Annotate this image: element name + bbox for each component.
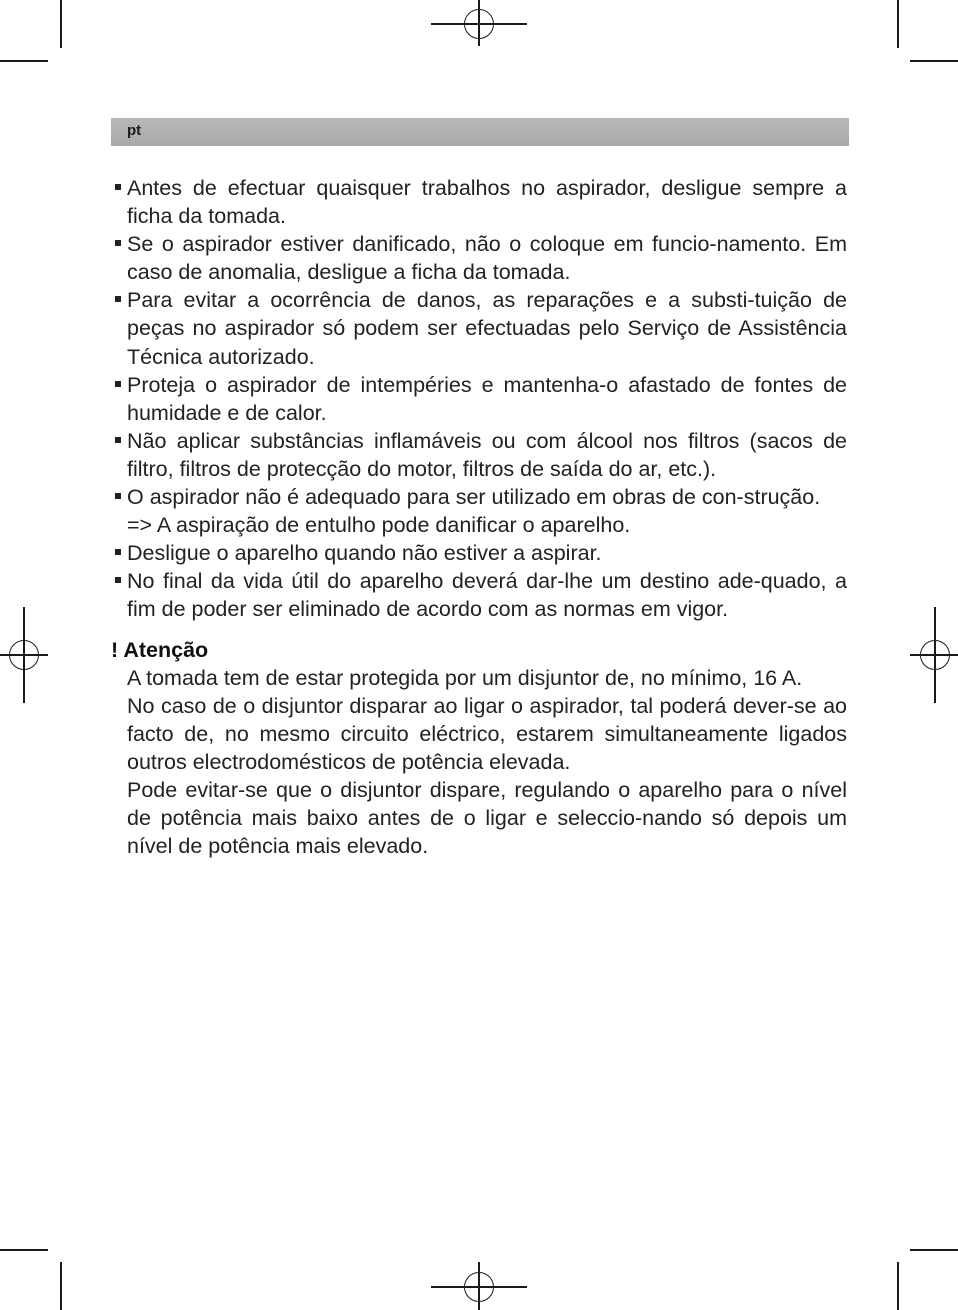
list-item <box>111 174 847 230</box>
crop-mark-bottom-right-v <box>897 1262 899 1310</box>
crop-mark-top-left-v <box>60 0 62 48</box>
list-item <box>111 427 847 483</box>
list-item-text: O aspirador não é adequado para ser utilizado em obras de con-strução. <box>127 485 821 510</box>
crop-mark-top-right-v <box>897 0 899 48</box>
registration-line-v <box>478 0 480 46</box>
registration-line-v <box>934 607 936 703</box>
language-code: pt <box>127 122 142 139</box>
registration-line-v <box>23 607 25 703</box>
page-content <box>111 174 847 860</box>
note-text: => A aspiração de entulho pode danificar o aparelho. <box>127 513 631 538</box>
list-item-text: Se o aspirador estiver danificado, não o coloque em funcio-namento. Em caso de anomalia, desligue a ficha da tomada. <box>127 232 847 285</box>
bullet-icon <box>115 184 121 190</box>
list-item <box>111 371 847 427</box>
list-item-text: Antes de efectuar quaisquer trabalhos no aspirador, desligue sempre a ficha da tomada. <box>127 176 847 229</box>
bullet-icon <box>115 437 121 443</box>
list-item <box>111 567 847 623</box>
bullet-icon <box>115 240 121 246</box>
list-item-text: Desligue o aparelho quando não estiver a aspirar. <box>127 541 602 566</box>
list-item <box>111 286 847 370</box>
crop-mark-top-left-h <box>0 60 48 62</box>
warning-paragraph: No caso de o disjuntor disparar ao ligar o aspirador, tal poderá dever-se ao facto de, no mesmo circuito eléctrico, estarem simultaneamente ligados outros electrodomésticos de potência elevada. <box>127 693 847 774</box>
bullet-icon <box>115 493 121 499</box>
bullet-icon <box>115 296 121 302</box>
list-item <box>111 483 847 511</box>
list-item <box>111 230 847 286</box>
list-item-text: No final da vida útil do aparelho deverá dar-lhe um destino ade-quado, a fim de poder ser eliminado de acordo com as normas em vigor. <box>127 569 847 622</box>
warning-title: ! Atenção <box>111 637 209 662</box>
bullet-icon <box>115 381 121 387</box>
crop-mark-bottom-left-v <box>60 1262 62 1310</box>
list-item-text: Não aplicar substâncias inflamáveis ou com álcool nos filtros (sacos de filtro, filtros de protecção do motor, filtros de saída do ar, etc.). <box>127 428 847 481</box>
list-item-text: Para evitar a ocorrência de danos, as reparações e a substi-tuição de peças no aspirador só podem ser efectuadas pelo Serviço de Assistência Técnica autorizado. <box>127 288 847 369</box>
bullet-icon <box>115 549 121 555</box>
warning-paragraph: A tomada tem de estar protegida por um disjuntor de, no mínimo, 16 A. <box>127 665 803 690</box>
warning-paragraph: Pode evitar-se que o disjuntor dispare, regulando o aparelho para o nível de potência mais baixo antes de o ligar e seleccio-nando só depois um nível de potência mais elevado. <box>127 777 847 859</box>
list-item-text: Proteja o aspirador de intempéries e mantenha-o afastado de fontes de humidade e de calor. <box>127 372 847 425</box>
language-header-bar <box>111 118 849 146</box>
crop-mark-bottom-left-h <box>0 1249 48 1251</box>
crop-mark-bottom-right-h <box>910 1249 958 1251</box>
list-item <box>111 539 847 567</box>
registration-line-v <box>478 1262 480 1310</box>
bullet-icon <box>115 577 121 583</box>
crop-mark-top-right-h <box>910 60 958 62</box>
